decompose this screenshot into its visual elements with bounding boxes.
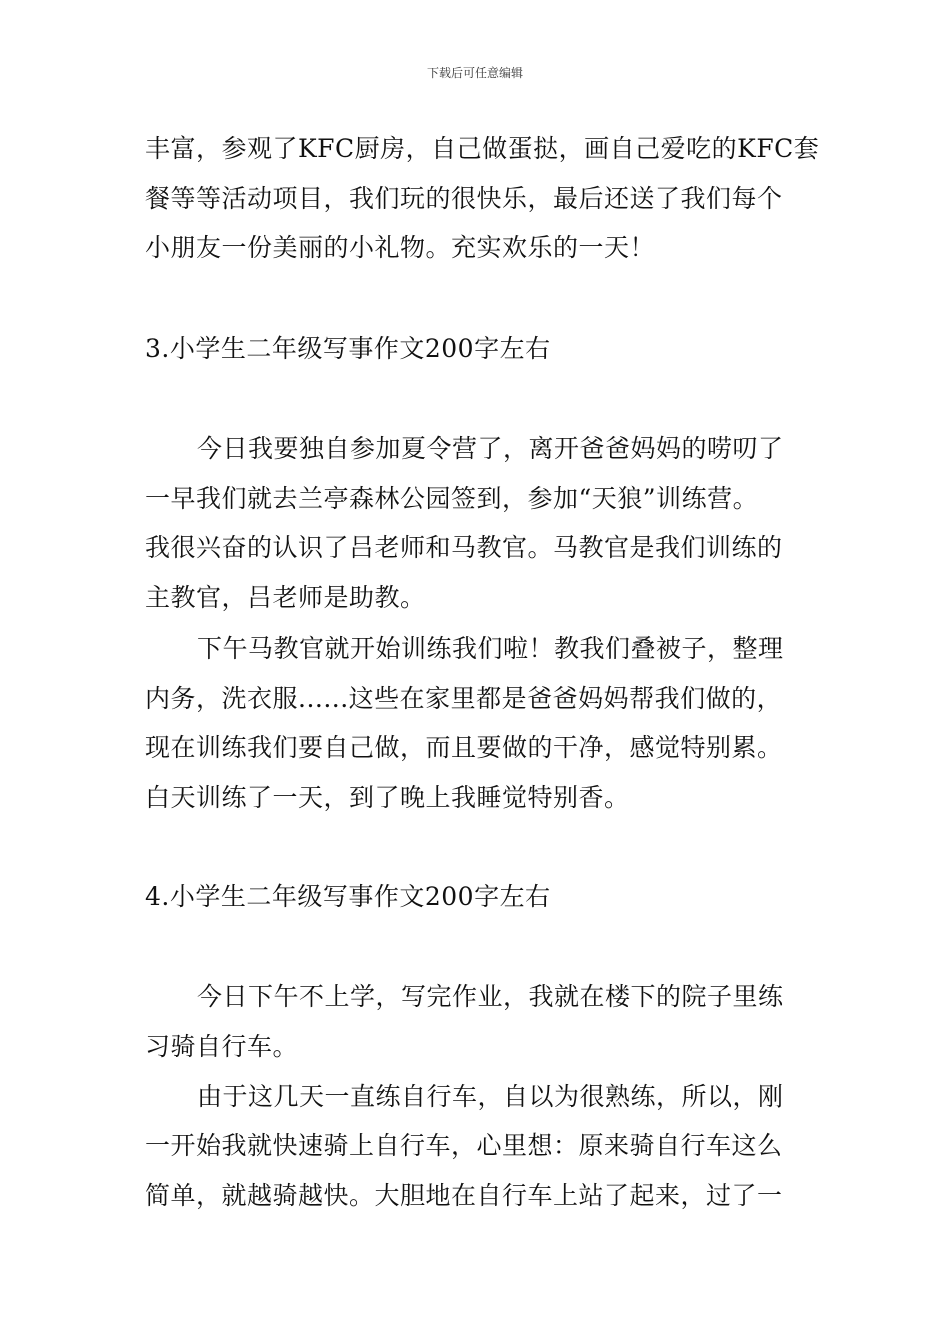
text-line: 习骑自行车。 (145, 1032, 299, 1061)
text-line: 一开始我就快速骑上自行车，心里想：原来骑自行车这么 (145, 1131, 783, 1160)
paragraph-start: 由于这几天一直练自行车，自以为很熟练，所以，刚 (197, 1082, 784, 1111)
section-heading-3: 3.小学生二年级写事作文200字左右 (145, 334, 551, 363)
text-line: 主教官，吕老师是助教。 (145, 583, 426, 612)
text-line: 小朋友一份美丽的小礼物。充实欢乐的一天！ (145, 233, 656, 262)
paragraph-start: 下午马教官就开始训练我们啦！教我们叠被子，整理 (197, 634, 784, 663)
text-line: 白天训练了一天，到了晚上我睡觉特别香。 (145, 783, 630, 812)
paragraph-start: 今日下午不上学，写完作业，我就在楼下的院子里练 (197, 982, 784, 1011)
text-line: 我很兴奋的认识了吕老师和马教官。马教官是我们训练的 (145, 533, 783, 562)
page-header: 下载后可任意编辑 (426, 66, 523, 80)
text-line: 丰富，参观了KFC厨房，自己做蛋挞，画自己爱吃的KFC套 (145, 134, 820, 163)
section-heading-4: 4.小学生二年级写事作文200字左右 (145, 882, 551, 911)
text-line: 简单，就越骑越快。大胆地在自行车上站了起来，过了一 (145, 1181, 783, 1210)
text-line: 一早我们就去兰亭森林公园签到，参加“天狼”训练营。 (145, 484, 759, 513)
text-line: 内务，洗衣服......这些在家里都是爸爸妈妈帮我们做的， (145, 684, 783, 713)
paragraph-start: 今日我要独自参加夏令营了，离开爸爸妈妈的唠叨了 (197, 434, 784, 463)
text-line: 现在训练我们要自己做，而且要做的干净，感觉特别累。 (145, 733, 783, 762)
text-line: 餐等等活动项目，我们玩的很快乐，最后还送了我们每个 (145, 184, 783, 213)
